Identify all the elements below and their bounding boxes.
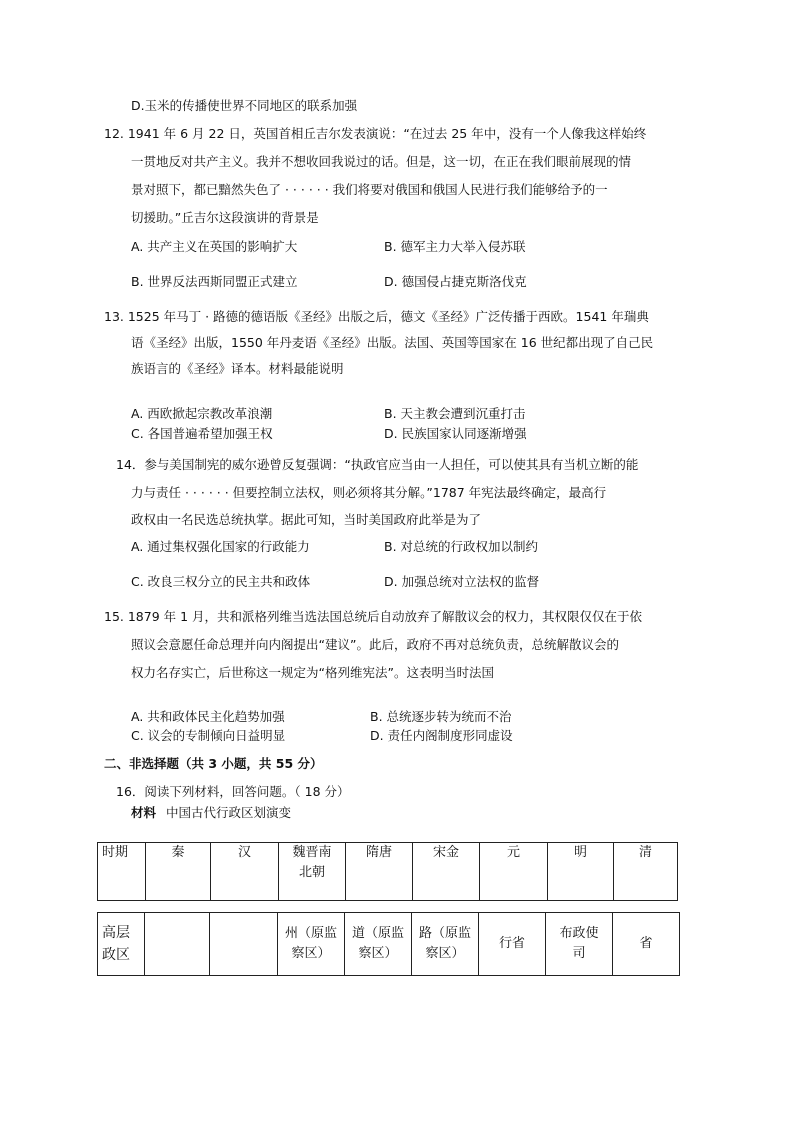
- period-yuan: 元: [480, 843, 548, 901]
- q13-stem-line-2: 语《圣经》出版，1550 年丹麦语《圣经》出版。法国、英国等国家在 16 世纪都出现了自己民: [131, 335, 654, 350]
- division-ming: 布政使 司: [546, 913, 613, 976]
- q12-stem-line-3: 景对照下，都已黯然失色了 · · · · · · 我们将要对俄国和俄国人民进行我们能够给予的一: [131, 182, 608, 197]
- q14-option-a: A. 通过集权强化国家的行政能力: [131, 539, 310, 554]
- q16-stem: 16．阅读下列材料，回答问题。（ 18 分）: [116, 784, 350, 799]
- q14-option-d: D. 加强总统对立法权的监督: [384, 574, 540, 589]
- q15-stem-line-1: 15. 1879 年 1 月，共和派格列维当选法国总统后自动放弃了解散议会的权力，其权限仅仅在于依: [104, 609, 643, 624]
- q13-option-c: C. 各国普遍希望加强王权: [131, 426, 273, 441]
- q15-stem-line-2: 照议会意愿任命总理并向内阁提出“建议”。此后，政府不再对总统负责，总统解散议会的: [131, 637, 619, 652]
- q14-stem-line-1: 14．参与美国制宪的威尔逊曾反复强调：“执政官应当由一人担任，可以使其具有当机立断的能: [116, 457, 639, 472]
- q12-option-a: A. 共产主义在英国的影响扩大: [131, 239, 298, 254]
- q14-option-b: B. 对总统的行政权加以制约: [384, 539, 539, 554]
- division-songjin: 路（原监 察区）: [412, 913, 479, 976]
- division-suitang: 道（原监 察区）: [345, 913, 412, 976]
- section-heading: 二、非选择题（共 3 小题，共 55 分）: [104, 756, 323, 771]
- period-qing: 清: [614, 843, 678, 901]
- division-qin: [145, 913, 210, 976]
- q13-stem-line-1: 13. 1525 年马丁 · 路德的德语版《圣经》出版之后，德文《圣经》广泛传播于西欧。1541 年瑞典: [104, 309, 649, 324]
- period-weijin: 魏晋南 北朝: [279, 843, 346, 901]
- period-qin: 秦: [146, 843, 211, 901]
- division-han: [210, 913, 278, 976]
- period-han: 汉: [211, 843, 279, 901]
- q13-option-d: D. 民族国家认同逐渐增强: [384, 426, 527, 441]
- q13-stem-line-3: 族语言的《圣经》译本。材料最能说明: [131, 361, 344, 376]
- q14-stem-line-3: 政权由一名民选总统执掌。据此可知，当时美国政府此举是为了: [131, 512, 482, 527]
- division-table: [97, 912, 680, 976]
- period-header: 时期: [98, 843, 146, 901]
- material-label: 材料: [131, 805, 157, 820]
- q16-material: [131, 805, 291, 821]
- q12-stem-line-4: 切援助。”丘吉尔这段演讲的背景是: [131, 210, 319, 225]
- period-ming: 明: [548, 843, 614, 901]
- division-header: 高层 政区: [98, 913, 145, 976]
- q12-option-d: D. 德国侵占捷克斯洛伐克: [384, 274, 527, 289]
- q14-stem-line-2: 力与责任 · · · · · · 但要控制立法权，则必须将其分解。”1787 年宪法最终确定，最高行: [131, 485, 607, 500]
- division-qing: 省: [613, 913, 680, 976]
- q15-option-c: C. 议会的专制倾向日益明显: [131, 728, 286, 743]
- q15-option-b: B. 总统逐步转为统而不治: [370, 709, 512, 724]
- division-yuan: 行省: [479, 913, 546, 976]
- q15-option-a: A. 共和政体民主化趋势加强: [131, 709, 285, 724]
- q13-option-a: A. 西欧掀起宗教改革浪潮: [131, 406, 273, 421]
- q12-option-b: B. 德军主力大举入侵苏联: [384, 239, 526, 254]
- material-title: 中国古代行政区划演变: [166, 805, 292, 820]
- q14-option-c: C. 改良三权分立的民主共和政体: [131, 574, 311, 589]
- q12-stem-line-2: 一贯地反对共产主义。我并不想收回我说过的话。但是，这一切，在正在我们眼前展现的情: [131, 154, 632, 169]
- period-suitang: 隋唐: [346, 843, 413, 901]
- q15-stem-line-3: 权力名存实亡，后世称这一规定为“格列维宪法”。这表明当时法国: [131, 665, 494, 680]
- q12-option-c: B. 世界反法西斯同盟正式建立: [131, 274, 298, 289]
- period-table: [97, 842, 678, 901]
- q13-option-b: B. 天主教会遭到沉重打击: [384, 406, 526, 421]
- q11-option-d: D.玉米的传播使世界不同地区的联系加强: [131, 98, 358, 113]
- q12-stem-line-1: 12. 1941 年 6 月 22 日，英国首相丘吉尔发表演说：“在过去 25 年中，没有一个人像我这样始终: [104, 126, 647, 141]
- period-songjin: 宋金: [413, 843, 480, 901]
- division-weijin: 州（原监 察区）: [278, 913, 345, 976]
- q15-option-d: D. 责任内阁制度形同虚设: [370, 728, 513, 743]
